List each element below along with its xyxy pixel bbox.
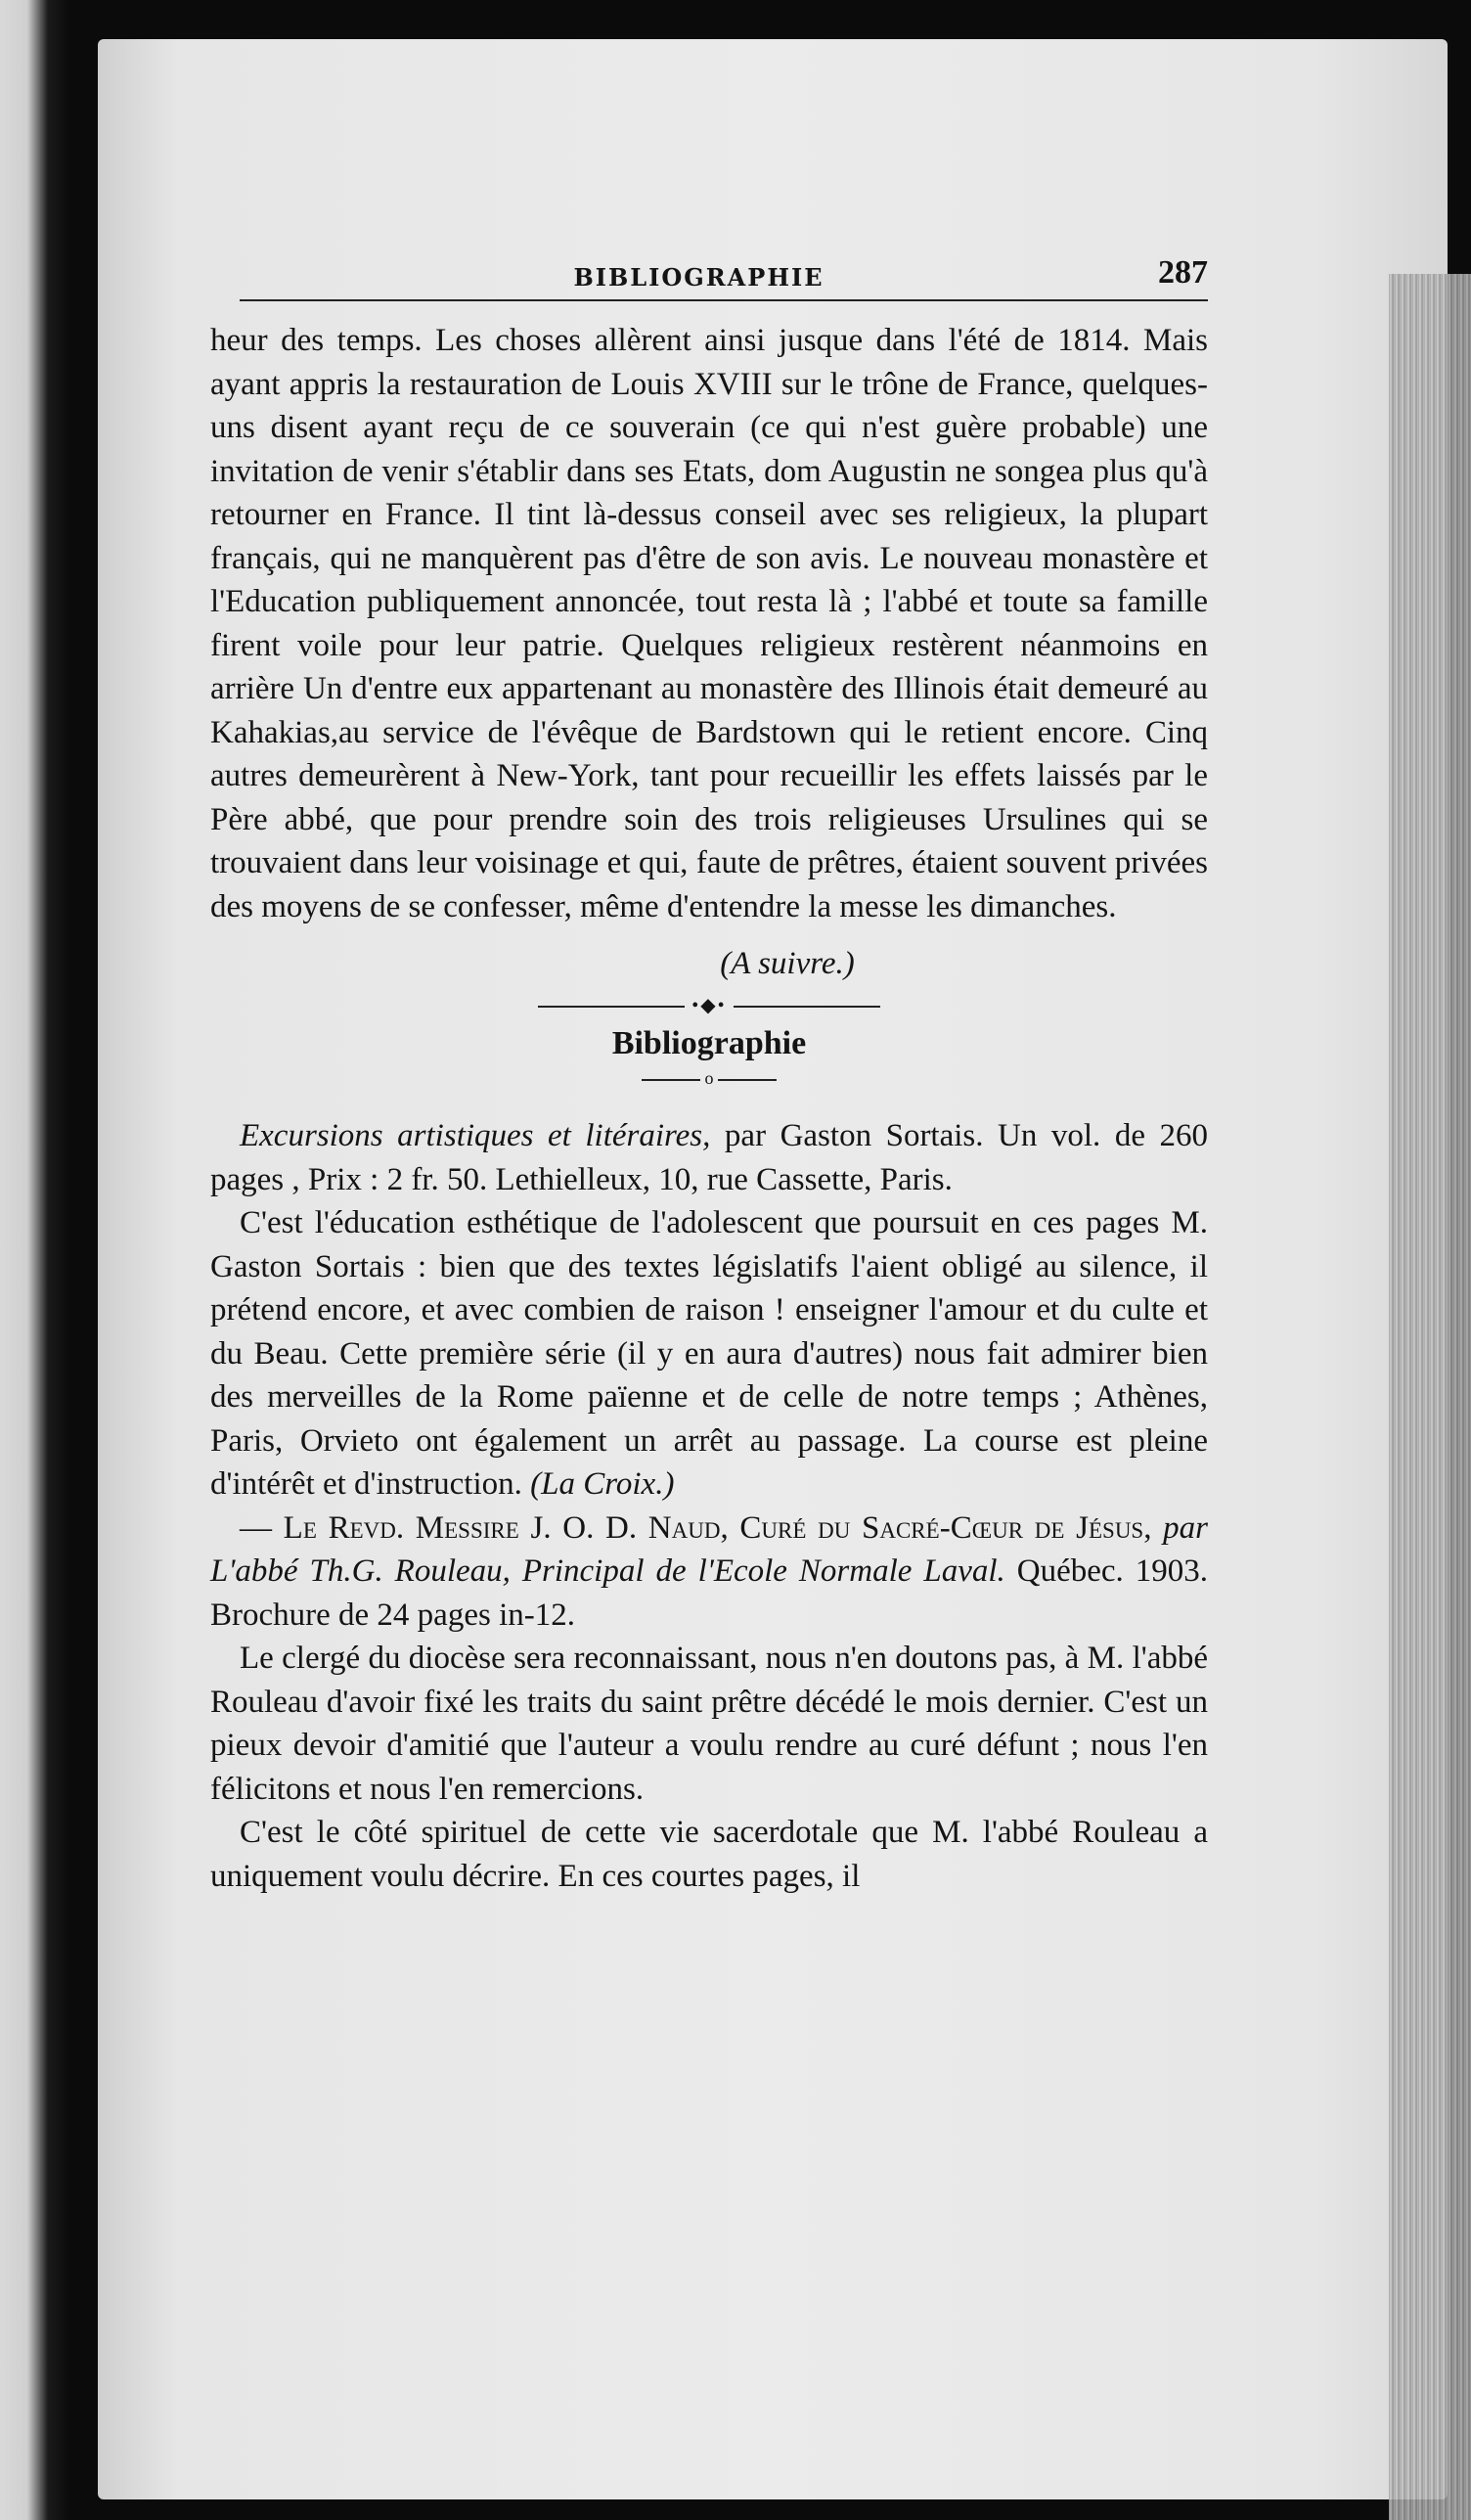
ornament-glyph: •◆• [691, 995, 727, 1016]
ornament-rule-right [734, 1006, 880, 1008]
review-1-text [210, 1201, 1208, 1507]
section-ornament [210, 996, 1208, 1015]
book-spine [0, 0, 68, 2520]
to-be-continued: (A suivre.) [720, 946, 855, 981]
review-2-details: Québec. 1903. Brochure de 24 pages in-12. [210, 1553, 1208, 1633]
page-content [210, 254, 1208, 1898]
review-1-title: Excursions artistiques et litéraires, [240, 1118, 711, 1153]
small-rule-left [642, 1079, 700, 1081]
review-2-text-2: C'est le côté spirituel de cette vie sacerdotale que M. l'abbé Rouleau a uniquement voulu décrire. En ces courtes pages, il [210, 1815, 1208, 1894]
review-2-text-1: Le clergé du diocèse sera reconnaissant, nous n'en doutons pas, à M. l'abbé Rouleau d'avoir fixé les traits du saint prêtre décédé le mois dernier. C'est un pieux devoir d'amitié que l'auteur a voulu rendre au curé défunt ; nous l'en félicitons et nous l'en remercions. [210, 1641, 1208, 1807]
small-rule-right [718, 1079, 777, 1081]
body-paragraph: heur des temps. Les choses allèrent ainsi jusque dans l'été de 1814. Mais ayant appris la restauration de Louis XVIII sur le trône de France, quelques-uns disent ayant reçu de ce souverain (ce qui n'est guère probable) une invitation de venir s'établir dans ses Etats, dom Augustin ne songea plus qu'à retourner en France. Il tint là-dessus conseil avec ses religieux, la plupart français, qui ne manquèrent pas d'être de son avis. Le nouveau monastère et l'Education publiquement annoncée, tout resta là ; l'abbé et toute sa famille firent voile pour leur patrie. Quelques religieux restèrent néanmoins en arrière Un d'entre eux appartenant au monastère des Illinois était demeuré au Kahakias,au service de l'évêque de Bardstown qui le retient encore. Cinq autres demeurèrent à New-York, tant pour recueillir les effets laissés par le Père abbé, que pour prendre soin des trois religieuses Ursulines qui se trouvaient dans leur voisinage et qui, faute de prêtres, étaient souvent privées des moyens de se confesser, même d'entendre la messe les dimanches. [210, 323, 1208, 924]
page-edges [1389, 274, 1471, 2520]
running-title: BIBLIOGRAPHIE [573, 263, 825, 292]
review-2-citation [210, 1507, 1208, 1638]
ornament-rule-left [538, 1006, 685, 1008]
review-1-body: C'est l'éducation esthétique de l'adolescent que poursuit en ces pages M. Gaston Sortais : bien que des textes législatifs l'aient obligé au silence, il prétend encore, et avec combien de raison ! enseigner l'amour et du culte et du Beau. Cette première série (il y en aura d'autres) nous fait admirer bien des merveilles de la Rome païenne et de celle de notre temps ; Athènes, Paris, Orvieto ont également un arrêt au passage. La course est pleine d'intérêt et d'instruction. [210, 1205, 1208, 1502]
review-1-details: par Gaston Sortais. Un vol. de 260 pages , Prix : 2 fr. 50. Lethielleux, 10, rue Cassette, Paris. [210, 1118, 1208, 1197]
review-1-citation [210, 1114, 1208, 1201]
heading-ornament [210, 1068, 1208, 1089]
review-2-author: par L'abbé Th.G. Rouleau, Principal de l'Ecole Normale Laval. [210, 1509, 1208, 1589]
review-2-title: — Le Revd. Messire J. O. D. Naud, Curé du Sacré-Cœur de Jésus, [240, 1509, 1152, 1546]
page-number: 287 [1158, 254, 1208, 291]
section-heading: Bibliographie [611, 1025, 807, 1061]
small-ornament-glyph: o [704, 1068, 714, 1088]
review-1-source: (La Croix.) [530, 1466, 675, 1502]
running-header [240, 254, 1208, 301]
